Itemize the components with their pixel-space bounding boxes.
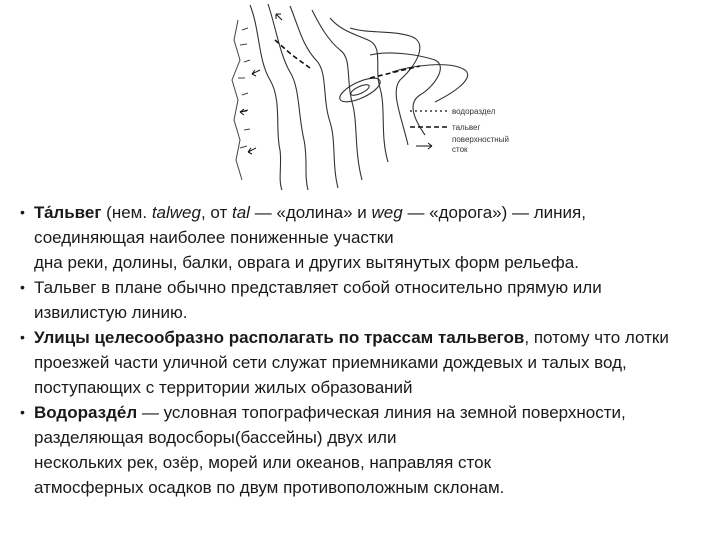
bullet-1-line-3: дна реки, долины, балки, оврага и других вытянутых форм рельефа. bbox=[34, 253, 579, 272]
streets-emphasis: Улицы целесообразно располагать по трассам тальвегов bbox=[34, 328, 525, 347]
bullet-2-line-1: Тальвег в плане обычно представляет собой относительно прямую или bbox=[34, 278, 602, 297]
bullet-item-streets bbox=[20, 325, 710, 400]
bullet-marker: • bbox=[20, 404, 25, 420]
legend-divide-label: водораздел bbox=[452, 107, 496, 116]
slope-hatching bbox=[232, 20, 250, 180]
bullet-3-line-1: Улицы целесообразно располагать по трассам тальвегов, потому что лотки bbox=[34, 328, 669, 347]
bullet-item-thalweg-plan bbox=[20, 275, 710, 325]
thalweg-lines bbox=[275, 40, 420, 78]
bullet-3-line-3: поступающих с территории жилых образований bbox=[34, 378, 413, 397]
legend-runoff-label-2: сток bbox=[452, 145, 468, 154]
bullet-marker: • bbox=[20, 329, 25, 345]
bullet-2-line-2: извилистую линию. bbox=[34, 303, 188, 322]
term-divide: Водоразде́л bbox=[34, 403, 138, 422]
bullet-4-line-4: атмосферных осадков по двум противоположным склонам. bbox=[34, 478, 505, 497]
bullet-marker: • bbox=[20, 204, 25, 220]
bullet-4-line-3: нескольких рек, озёр, морей или океанов, направляя сток bbox=[34, 453, 492, 472]
bullet-1-line-1: Та́львег (нем. talweg, от tal — «долина» и weg — «дорога») — линия, bbox=[34, 203, 586, 222]
bullet-item-thalweg-definition bbox=[20, 200, 710, 275]
bullet-marker: • bbox=[20, 279, 25, 295]
legend-thalweg-label: тальвег bbox=[452, 123, 481, 132]
figure-legend bbox=[410, 107, 509, 154]
contour-map bbox=[220, 0, 520, 192]
term-thalweg: Та́львег bbox=[34, 203, 102, 222]
legend-runoff-label-1: поверхностный bbox=[452, 135, 509, 144]
contour-lines bbox=[250, 4, 468, 190]
runoff-arrows bbox=[240, 14, 282, 154]
bullet-1-line-2: соединяющая наиболее пониженные участки bbox=[34, 228, 394, 247]
bullet-item-divide-definition bbox=[20, 400, 710, 500]
thalweg-contour-figure bbox=[220, 0, 520, 192]
definition-list bbox=[20, 200, 710, 500]
bullet-3-line-2: проезжей части уличной сети служат приемниками дождевых и талых вод, bbox=[34, 353, 627, 372]
legend-runoff-swatch bbox=[416, 143, 432, 149]
bullet-4-line-2: разделяющая водосборы(бассейны) двух или bbox=[34, 428, 397, 447]
bullet-4-line-1: Водоразде́л — условная топографическая линия на земной поверхности, bbox=[34, 403, 626, 422]
